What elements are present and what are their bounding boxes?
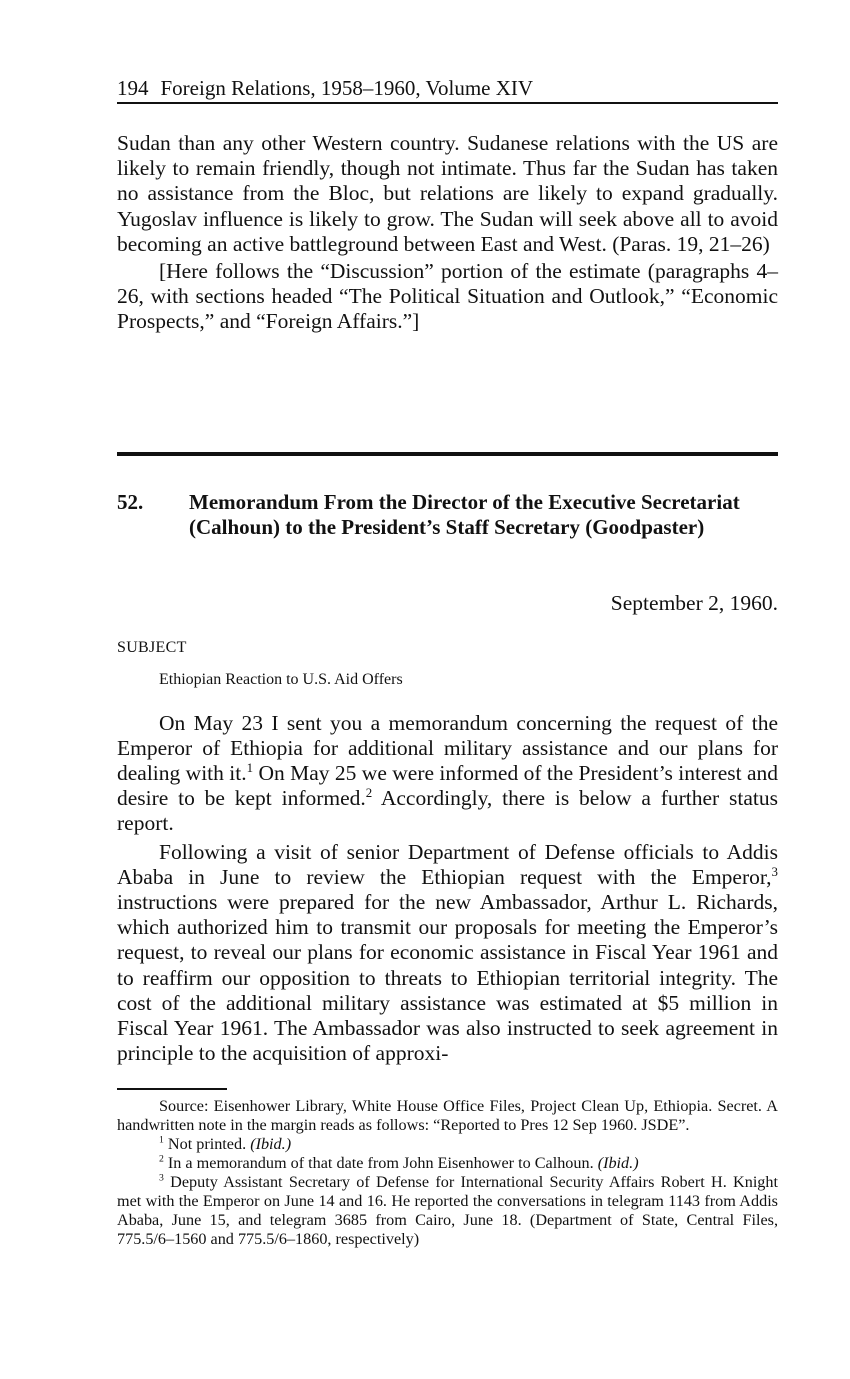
running-head xyxy=(117,74,778,104)
footnote-text: In a memorandum of that date from John Eisenhower to Calhoun. xyxy=(163,1154,598,1173)
ibid: (Ibid.) xyxy=(250,1135,292,1154)
memo-paragraph-2 xyxy=(117,840,778,1067)
document-page xyxy=(117,74,778,1249)
footnote-ref[interactable]: 1 xyxy=(246,760,254,775)
document-number: 52. xyxy=(117,489,144,514)
ibid: (Ibid.) xyxy=(597,1154,639,1173)
page-number: 194 xyxy=(117,76,149,100)
editorial-note: [Here follows the “Discussion” portion of the estimate (paragraphs 4–26, with sections headed “The Political Situation and Outlook,” “Economic Prospects,” and “Foreign Affairs.”] xyxy=(117,259,778,334)
memo-paragraph-1 xyxy=(117,711,778,837)
document-title: Memorandum From the Director of the Executive Secretariat (Calhoun) to the President’s Staff Secretary (Goodpaster) xyxy=(189,489,740,540)
footnote-ref[interactable]: 2 xyxy=(365,786,373,801)
subject-label: SUBJECT xyxy=(117,638,187,656)
text-run: Accordingly, there is below a further status report. xyxy=(117,786,778,836)
footnotes xyxy=(117,1097,778,1248)
text-run: Following a visit of senior Department of Defense officials to Addis Ababa in June to review the Ethiopian request with the Emperor, xyxy=(117,839,778,889)
text-run: On May 23 I sent you a memorandum concerning the request of the Emperor of Ethiopia for additional military assistance and our plans for dealing with it. xyxy=(117,710,778,786)
document-date: September 2, 1960. xyxy=(610,590,778,615)
continuation-paragraph: Sudan than any other Western country. Sudanese relations with the US are likely to remain friendly, though not intimate. Thus far the Sudan has taken no assistance from the Bloc, but relations are likely to expand gradually. Yugoslav influence is likely to grow. The Sudan will seek above all to avoid becoming an active battleground between East and West. (Paras. 19, 21–26) xyxy=(117,131,778,256)
footnote-text: Not printed. xyxy=(163,1135,251,1154)
section-divider xyxy=(117,452,778,456)
footnote-marker: 3 xyxy=(159,1172,164,1184)
footnote-marker: 2 xyxy=(159,1153,164,1165)
footnote-ref[interactable]: 3 xyxy=(771,864,778,879)
footnote-3 xyxy=(117,1173,778,1249)
subject-text: Ethiopian Reaction to U.S. Aid Offers xyxy=(159,670,403,688)
footnote-marker: 1 xyxy=(159,1134,164,1146)
footnote-source: Source: Eisenhower Library, White House Office Files, Project Clean Up, Ethiopia. Secret. A handwritten note in the margin reads as follows: “Reported to Pres 12 Sep 1960. JSDE”. xyxy=(117,1097,778,1135)
document-heading xyxy=(117,490,778,541)
footnote-1 xyxy=(117,1135,778,1154)
volume-title: Foreign Relations, 1958–1960, Volume XIV xyxy=(160,76,534,100)
text-run: On May 25 we were informed of the President’s interest and desire to be kept informed. xyxy=(117,761,778,811)
footnote-text: Deputy Assistant Secretary of Defense for International Security Affairs Robert H. Knight met with the Emperor on June 14 and 16. He reported the conversations in telegram 1143 from Addis Ababa, June 15, and telegram 3685 from Cairo, June 18. (Department of State, Central Files, 775.5/6–1560 and 775.5/6–1860, respectively) xyxy=(117,1173,778,1248)
footnote-2 xyxy=(117,1154,778,1173)
footnote-rule xyxy=(117,1088,227,1090)
text-run: instructions were prepared for the new Ambassador, Arthur L. Richards, which authorized him to transmit our proposals for meeting the Emperor’s request, to reveal our plans for economic assistance in Fiscal Year 1961 and to reaffirm our opposition to threats to Ethiopian territorial integrity. The cost of the additional military assistance was estimated at $5 million in Fiscal Year 1961. The Ambassador was also instructed to seek agreement in principle to the acquisition of approxi- xyxy=(117,890,778,1066)
